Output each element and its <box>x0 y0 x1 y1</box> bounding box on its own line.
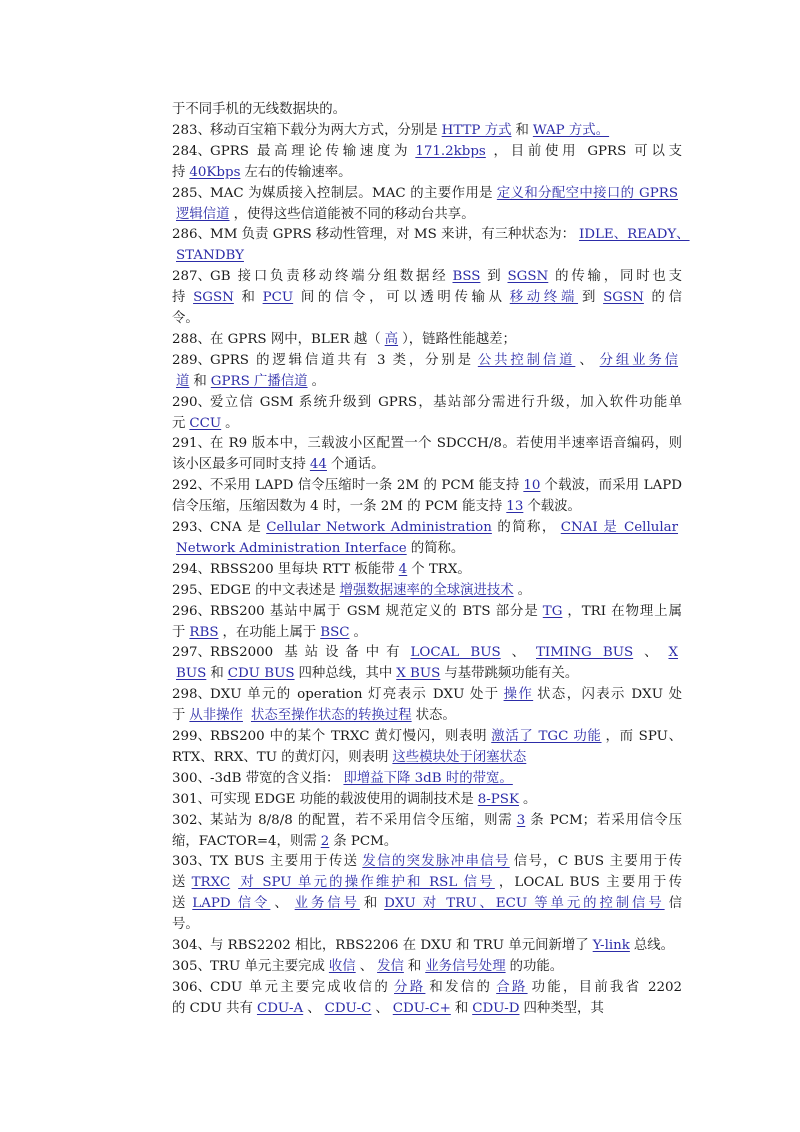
item-number: 289、 <box>172 352 211 368</box>
text-line <box>210 434 682 454</box>
answer-blank: 发信 <box>377 958 404 974</box>
question-text: 四种总线，其中 <box>298 666 393 682</box>
answer-blank: 逻辑信道 <box>176 206 230 222</box>
question-text: 于 <box>172 708 186 724</box>
answer-blank: 业务信号 <box>294 896 360 912</box>
answer-blank: BUS <box>176 666 207 682</box>
question-text: 的简称， <box>495 520 557 535</box>
text-line <box>210 476 682 496</box>
question-text: 个 TRX。 <box>411 561 471 577</box>
text-line <box>210 790 682 810</box>
answer-blank: 状态至操作状态的转换过程 <box>250 708 412 724</box>
text-line <box>172 832 682 852</box>
question-text: 持 <box>172 164 186 180</box>
answer-blank: CCU <box>189 415 222 431</box>
text-line <box>172 309 682 329</box>
item-number: 304、 <box>172 938 211 953</box>
answer-blank: TRXC <box>191 875 231 891</box>
question-text: 。 <box>353 624 367 640</box>
question-text: ，而 SPU、 <box>605 729 682 744</box>
question-text: ，在功能上属于 <box>222 624 317 640</box>
question-text: 和 <box>237 290 259 306</box>
question-text: 送 <box>172 896 189 912</box>
answer-blank: 40Kbps <box>189 164 241 180</box>
text-line <box>210 936 682 956</box>
answer-blank: 这些模块处于闭塞状态 <box>392 749 527 765</box>
answer-blank: 公共控制信道 <box>477 352 576 368</box>
text-line <box>172 163 682 183</box>
question-text: RBS200 基站中属于 GSM 规范定义的 BTS 部分是 <box>210 603 539 619</box>
question-text: ，TRI 在物理上属 <box>566 603 683 619</box>
question-text: ），链路性能越差； <box>402 331 516 347</box>
question-text: 、 <box>504 645 532 661</box>
text-line <box>172 999 682 1019</box>
question-text: MM 负责 GPRS 移动性管理，对 MS 来讲，有三种状态为： <box>210 227 575 243</box>
text-line <box>210 685 682 705</box>
answer-blank: 定义和分配空中接口的 GPRS <box>496 185 678 201</box>
answer-blank: 即增益下降 3dB 时的带宽。 <box>343 770 513 786</box>
answer-blank: 移动终端 <box>509 290 579 306</box>
text-line <box>210 184 682 204</box>
question-text: 与 RBS2202 相比，RBS2206 在 DXU 和 TRU 单元间新增了 <box>210 938 589 953</box>
item-number: 285、 <box>172 185 211 201</box>
question-text: 、 <box>375 1000 389 1016</box>
answer-blank: CDU-D <box>472 1000 520 1016</box>
question-text: TX BUS 主要用于传送 <box>210 854 359 870</box>
answer-blank: 发信的突发脉冲串信号 <box>362 854 510 870</box>
question-text: 持 <box>172 290 190 306</box>
item-number: 294、 <box>172 561 211 577</box>
item-number: 303、 <box>172 854 211 870</box>
answer-blank: 3 <box>516 812 526 828</box>
answer-blank: WAP 方式。 <box>532 122 610 138</box>
question-text: 条 PCM；若采用信令压 <box>529 812 682 828</box>
answer-blank: TG <box>542 603 563 619</box>
text-line <box>210 852 682 872</box>
question-text: 可实现 EDGE 功能的载波使用的调制技术是 <box>210 791 474 807</box>
text-line <box>172 205 682 225</box>
question-text: GPRS 的逻辑信道共有 3 类，分别是 <box>210 352 474 368</box>
text-line <box>210 560 682 580</box>
text-line <box>172 497 682 517</box>
item-number: 299、 <box>172 729 211 744</box>
text-line <box>172 664 682 684</box>
answer-blank: 收信 <box>328 958 356 974</box>
question-text: 、 <box>274 896 291 912</box>
question-text: 和 <box>407 958 422 974</box>
item-number: 295、 <box>172 582 211 598</box>
answer-blank: 44 <box>309 457 327 473</box>
answer-blank: LAPD 信令 <box>192 896 271 912</box>
answer-blank: GPRS 广播信道 <box>210 373 308 389</box>
answer-blank: 业务信号处理 <box>425 958 506 974</box>
question-text: 和发信的 <box>429 979 493 995</box>
question-text: 信 <box>668 896 683 912</box>
item-number: 291、 <box>172 436 211 452</box>
question-text: 的简称。 <box>410 540 465 556</box>
item-number: 297、 <box>172 645 211 661</box>
question-text: -3dB 带宽的含义指： <box>210 770 340 786</box>
text-line <box>172 873 682 893</box>
text-line <box>172 915 682 935</box>
answer-blank: X <box>668 645 679 661</box>
question-text: DXU 单元的 operation 灯亮表示 DXU 处于 <box>210 687 500 703</box>
answer-blank: Cellular Network Administration <box>266 520 492 535</box>
text-line <box>172 623 682 643</box>
answer-blank: Y-link <box>592 938 630 953</box>
question-text: 该小区最多可同时支持 <box>172 457 306 473</box>
question-text: 在 R9 版本中，三载波小区配置一个 SDCCH/8。若使用半速率语音编码，则 <box>210 436 682 452</box>
question-text: 功能，目前我省 2202 <box>531 979 683 995</box>
answer-blank: 分路 <box>394 979 426 995</box>
question-text: 的功能。 <box>509 958 564 974</box>
answer-blank: X BUS <box>396 666 441 682</box>
answer-blank: 8-PSK <box>477 791 519 807</box>
answer-blank: 分组业务信 <box>599 352 679 368</box>
item-number: 292、 <box>172 478 211 494</box>
text-line <box>210 351 682 371</box>
text-line <box>210 643 682 663</box>
intro-line: 于不同手机的无线数据块的。 <box>172 102 347 117</box>
answer-blank: CNAI 是 Cellular <box>560 520 679 535</box>
question-text: RBS2000 基站设备中有 <box>210 645 407 661</box>
text-line <box>210 142 682 162</box>
text-line <box>210 727 682 747</box>
question-text: RBS200 中的某个 TRXC 黄灯慢闪，则表明 <box>210 729 488 744</box>
question-text: TRU 单元主要完成 <box>210 958 325 974</box>
question-text: GPRS 最高理论传输速度为 <box>210 143 412 159</box>
answer-blank: STANDBY <box>176 248 244 264</box>
question-text: MAC 为媒质接入控制层。MAC 的主要作用是 <box>210 185 493 201</box>
question-text: 。 <box>311 373 325 389</box>
question-text: 送 <box>172 875 188 891</box>
question-text: 和 <box>193 373 207 389</box>
answer-blank: SGSN <box>507 269 549 285</box>
question-text: 和 <box>515 122 529 138</box>
text-line <box>172 455 682 475</box>
question-text: ，使得这些信道能被不同的移动台共享。 <box>233 206 475 222</box>
answer-blank: DXU 对 TRU、ECU 等单元的控制信号 <box>384 896 665 912</box>
text-line <box>210 978 682 998</box>
question-text: 在 GPRS 网中，BLER 越（ <box>210 331 381 347</box>
item-number: 290、 <box>172 394 211 410</box>
answer-blank: CDU BUS <box>227 666 295 682</box>
answer-blank: 从非操作 <box>189 708 243 724</box>
question-text: 爱立信 GSM 系统升级到 GPRS，基站部分需进行升级，加入软件功能单 <box>210 394 682 410</box>
answer-blank: 4 <box>398 561 408 577</box>
question-text: RBSS200 里每块 RTT 板能带 <box>210 561 395 577</box>
answer-blank: HTTP 方式 <box>441 122 512 138</box>
answer-blank: TIMING BUS <box>536 645 634 661</box>
answer-blank: 操作 <box>503 687 534 703</box>
answer-blank: Network Administration Interface <box>176 540 407 556</box>
question-text: 和 <box>454 1000 469 1016</box>
question-text: 条 PCM。 <box>333 833 398 849</box>
item-number: 286、 <box>172 227 211 243</box>
question-text: 元 <box>172 415 186 431</box>
answer-blank: 10 <box>523 478 541 494</box>
text-line <box>210 225 690 245</box>
text-line <box>172 372 682 392</box>
item-number: 306、 <box>172 979 211 995</box>
question-text: 个载波，而采用 LAPD <box>544 478 682 494</box>
item-number: 288、 <box>172 331 211 347</box>
text-line <box>172 246 682 266</box>
question-text: 、 <box>637 645 665 661</box>
answer-blank: 合路 <box>496 979 528 995</box>
item-number: 283、 <box>172 122 211 138</box>
text-line <box>210 518 682 538</box>
question-text: 状态，闪表示 DXU 处 <box>537 687 683 703</box>
item-number: 293、 <box>172 520 211 535</box>
question-text: ，目前使用 GPRS 可以支 <box>489 143 682 159</box>
question-text: CDU 单元主要完成收信的 <box>210 979 391 995</box>
answer-blank: CDU-C <box>324 1000 372 1016</box>
answer-blank: 2 <box>320 833 330 849</box>
question-text: ，LOCAL BUS 主要用于传 <box>498 875 682 891</box>
text-line <box>172 288 682 308</box>
question-text: 、 <box>307 1000 321 1016</box>
text-line <box>172 748 682 768</box>
text-line <box>172 414 682 434</box>
text-line <box>210 581 682 601</box>
question-text: 、 <box>359 958 374 974</box>
question-text: 状态。 <box>415 708 456 724</box>
answer-blank: CDU-C+ <box>392 1000 451 1016</box>
question-text: 信令压缩，压缩因数为 4 时，一条 2M 的 PCM 能支持 <box>172 499 503 515</box>
item-number: 300、 <box>172 770 211 786</box>
answer-blank: 13 <box>506 499 524 515</box>
text-line <box>172 894 682 914</box>
question-text: 号。 <box>172 917 199 933</box>
question-text: GB 接口负责移动终端分组数据经 <box>210 269 449 285</box>
question-text: CNA 是 <box>210 520 263 535</box>
item-number: 298、 <box>172 687 211 703</box>
answer-blank: IDLE、READY、 <box>578 227 690 243</box>
text-line <box>172 706 682 726</box>
item-number: 296、 <box>172 603 211 619</box>
question-text: 移动百宝箱下载分为两大方式，分别是 <box>210 122 438 138</box>
question-text: 。 <box>522 791 537 807</box>
text-line <box>210 393 682 413</box>
question-text: 到 <box>582 290 600 306</box>
text-line <box>210 267 682 287</box>
text-line <box>210 769 682 789</box>
question-text: 不采用 LAPD 信令压缩时一条 2M 的 PCM 能支持 <box>210 478 520 494</box>
answer-blank: SGSN <box>193 290 234 306</box>
question-text: 的 CDU 共有 <box>172 1000 253 1016</box>
item-number: 287、 <box>172 269 211 285</box>
text-line <box>210 957 682 977</box>
question-text: 和 <box>210 666 224 682</box>
item-number: 301、 <box>172 791 211 807</box>
answer-blank: PCU <box>262 290 294 306</box>
question-text: 间的信令，可以透明传输从 <box>297 290 506 306</box>
answer-blank: SGSN <box>603 290 644 306</box>
answer-blank: CDU-A <box>256 1000 304 1016</box>
question-text: 信号，C BUS 主要用于传 <box>513 854 682 870</box>
question-text: 令。 <box>172 311 199 326</box>
answer-blank: 对 SPU 单元的操作维护和 RSL 信号 <box>238 875 495 891</box>
answer-blank: BSC <box>320 624 350 640</box>
question-text: 到 <box>484 269 504 285</box>
text-line <box>172 539 682 559</box>
answer-blank: 道 <box>176 373 190 389</box>
question-text: 与基带跳频功能有关。 <box>444 666 579 682</box>
answer-blank: BSS <box>452 269 481 285</box>
answer-blank: 增强数据速率的全球演进技术 <box>339 582 514 598</box>
question-text: 、 <box>579 352 596 368</box>
question-text: 缩，FACTOR=4，则需 <box>172 833 317 849</box>
answer-blank: 高 <box>384 331 399 347</box>
answer-blank: RBS <box>189 624 219 640</box>
question-text: 于 <box>172 624 186 640</box>
question-text: 。 <box>517 582 532 598</box>
question-text: 左右的传输速率。 <box>244 164 352 180</box>
item-number: 284、 <box>172 143 211 159</box>
question-text: 某站为 8/8/8 的配置，若不采用信令压缩，则需 <box>210 812 513 828</box>
text-line <box>210 330 682 350</box>
question-text: 的信 <box>647 290 683 306</box>
answer-blank: 171.2kbps <box>415 143 486 159</box>
question-text: 总线。 <box>633 938 675 953</box>
answer-blank: 激活了 TGC 功能 <box>491 729 602 744</box>
question-text: 的传输，同时也支 <box>552 269 683 285</box>
question-text: 。 <box>225 415 239 431</box>
text-line <box>210 811 682 831</box>
answer-blank: LOCAL BUS <box>410 645 501 661</box>
question-text: EDGE 的中文表述是 <box>210 582 336 598</box>
question-text: 个载波。 <box>527 499 581 515</box>
question-text: 四种类型，其 <box>523 1000 604 1016</box>
item-number: 305、 <box>172 958 211 974</box>
question-text: 和 <box>363 896 381 912</box>
text-line <box>210 602 682 622</box>
item-number: 302、 <box>172 812 211 828</box>
question-text: 个通话。 <box>330 457 385 473</box>
question-text: RTX、RRX、TU 的黄灯闪，则表明 <box>172 749 389 765</box>
text-line <box>210 121 682 141</box>
